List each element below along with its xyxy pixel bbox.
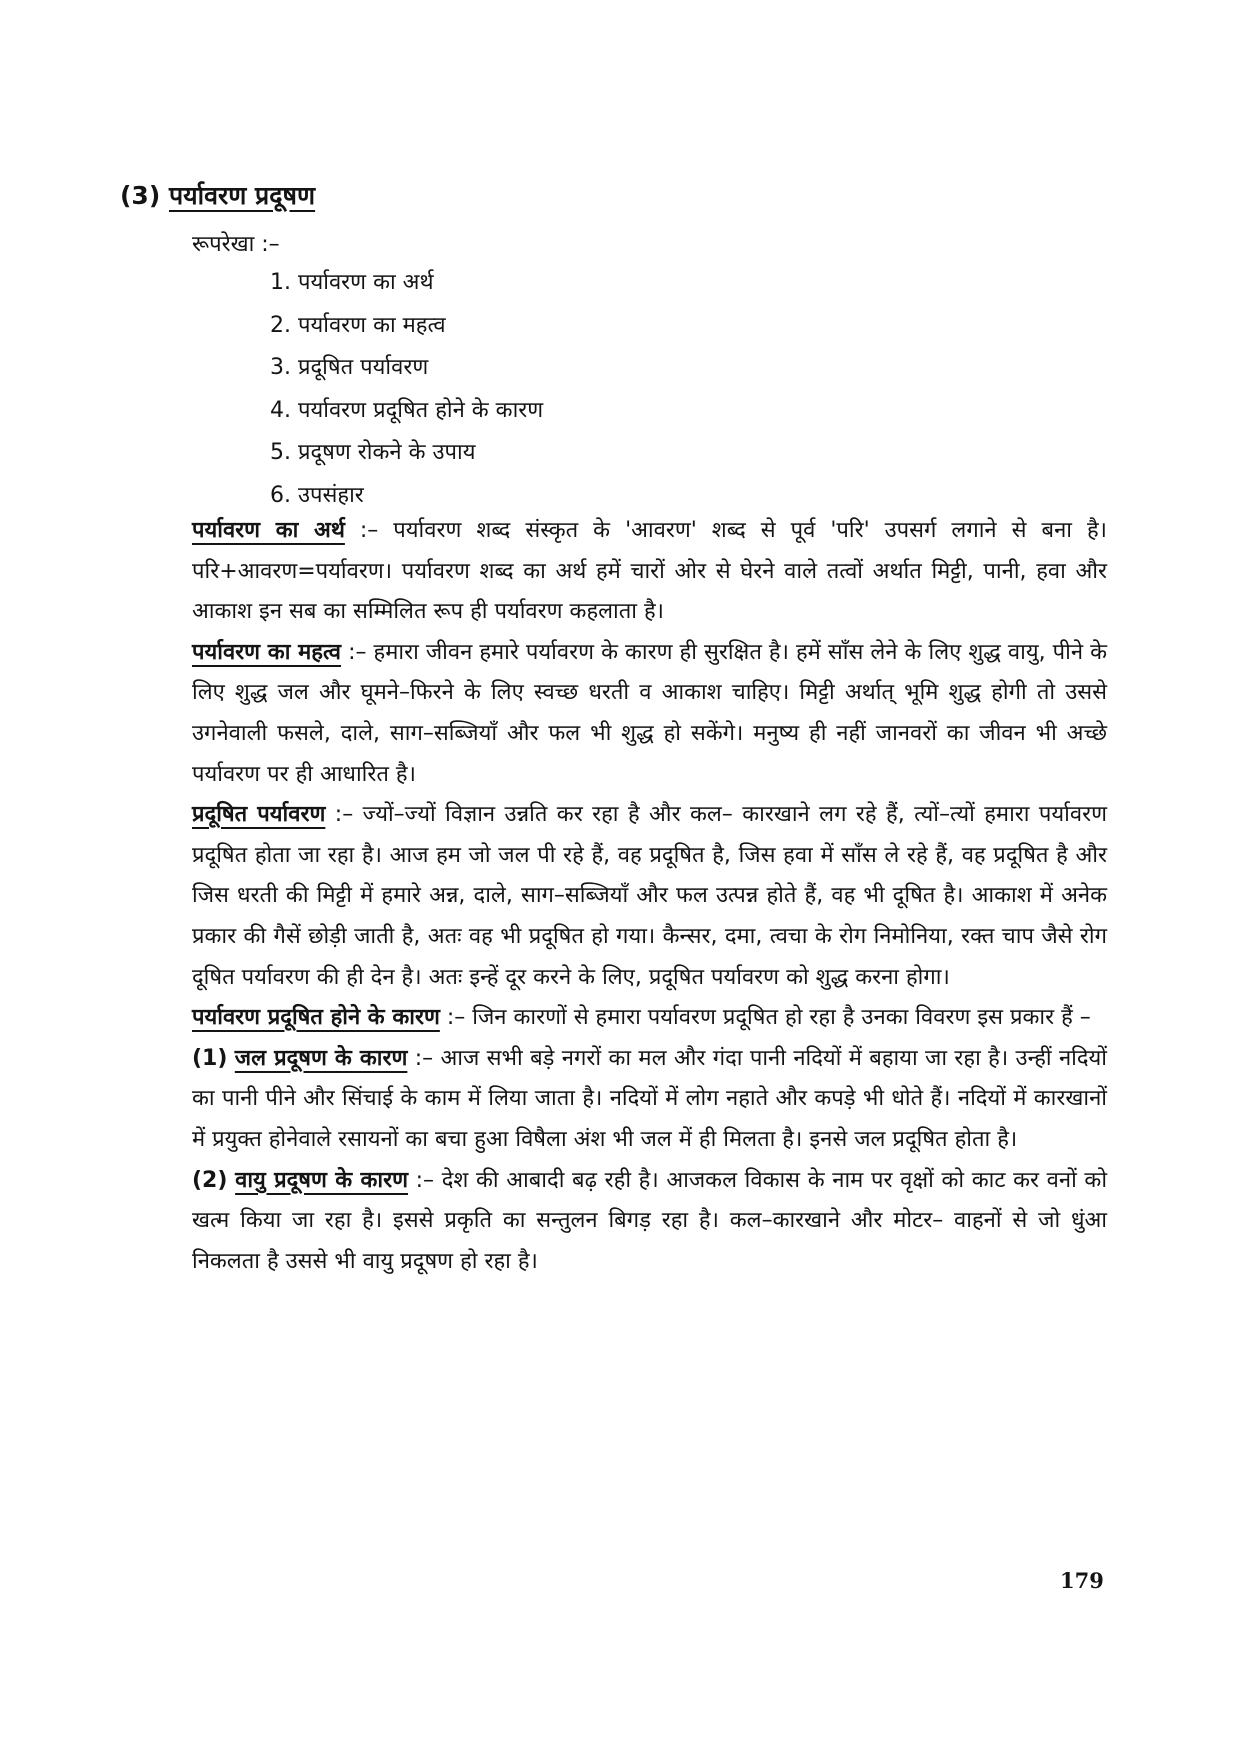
paragraph-text: :– आज सभी बड़े नगरों का मल और गंदा पानी नदियों में बहाया जा रहा है। उन्हीं नदियों का पानी पीने और सिंचाई के काम में लिया जाता है। नदियों में लोग नहाते और कपड़े भी धोते हैं। नदियों में कारखानों में प्रयुक्त होनेवाले रसायनों का बचा हुआ विषैला अंश भी जल में ही मिलता है। इनसे जल प्रदूषित होता है। xyxy=(192,1045,1107,1152)
paragraph-polluted xyxy=(192,795,1107,998)
paragraph-label: पर्यावरण का महत्व xyxy=(192,639,342,665)
paragraph-label: पर्यावरण का अर्थ xyxy=(192,518,345,543)
paragraph-air-pollution xyxy=(192,1161,1107,1283)
paragraph-causes xyxy=(192,998,1107,1039)
outline-item: 1. पर्यावरण का अर्थ xyxy=(270,270,434,295)
outline-item: 6. उपसंहार xyxy=(270,482,364,508)
paragraph-importance xyxy=(192,633,1107,795)
outline-item: 2. पर्यावरण का महत्व xyxy=(270,312,446,338)
outline-list xyxy=(270,262,543,517)
paragraph-text: :– ज्यों–ज्यों विज्ञान उन्नति कर रहा है और कल– कारखाने लग रहे हैं, त्यों–त्यों हमारा पर्यावरण प्रदूषित होता जा रहा है। आज हम जो जल पी रहे हैं, वह प्रदूषित है, जिस हवा में साँस ले रहे हैं, वह प्रदूषित है और जिस धरती की मिट्टी में हमारे अन्न, दाले, साग–सब्जियाँ और फल उत्पन्न होते हैं, वह भी दूषित है। आकाश में अनेक प्रकार की गैसें छोड़ी जाती है, अतः वह भी प्रदूषित हो गया। कैन्सर, दमा, त्वचा के रोग निमोनिया, रक्त चाप जैसे रोग दूषित पर्यावरण की ही देन है। अतः इन्हें दूर करने के लिए, प्रदूषित पर्यावरण को शुद्ध करना होगा। xyxy=(192,802,1108,990)
sub-number: (1) xyxy=(192,1045,228,1071)
paragraph-meaning xyxy=(192,511,1107,633)
section-heading xyxy=(120,178,315,212)
paragraph-text: :– जिन कारणों से हमारा पर्यावरण प्रदूषित हो रहा है उनका विवरण इस प्रकार हैं – xyxy=(439,1005,1091,1031)
outline-label: रूपरेखा :– xyxy=(192,232,280,257)
paragraph-label: जल प्रदूषण के कारण xyxy=(234,1045,408,1071)
paragraph-water-pollution xyxy=(192,1039,1107,1161)
paragraph-text: :– हमारा जीवन हमारे पर्यावरण के कारण ही सुरक्षित है। हमें साँस लेने के लिए शुद्ध वायु, पीने के लिए शुद्ध जल और घूमने–फिरने के लिए स्वच्छ धरती व आकाश चाहिए। मिट्टी अर्थात् भूमि शुद्ध होगी तो उससे उगनेवाली फसले, दाले, साग–सब्जियाँ और फल भी शुद्ध हो सकेंगे। मनुष्य ही नहीं जानवरों का जीवन भी अच्छे पर्यावरण पर ही आधारित है। xyxy=(192,639,1108,787)
section-title: पर्यावरण प्रदूषण xyxy=(168,181,316,210)
outline-item: 4. पर्यावरण प्रदूषित होने के कारण xyxy=(270,397,544,423)
paragraph-text: :– देश की आबादी बढ़ रही है। आजकल विकास के नाम पर वृक्षों को काट कर वनों को खत्म किया जा रहा है। इससे प्रकृति का सन्तुलन बिगड़ रहा है। कल–कारखाने और मोटर– वाहनों से जो धुंआ निकलता है उससे भी वायु प्रदूषण हो रहा है। xyxy=(192,1167,1108,1274)
section-number: (3) xyxy=(120,181,161,210)
paragraph-label: पर्यावरण प्रदूषित होने के कारण xyxy=(192,1005,440,1031)
essay-body xyxy=(192,511,1107,1282)
outline-item: 5. प्रदूषण रोकने के उपाय xyxy=(270,440,476,465)
page-number: 179 xyxy=(1060,1568,1104,1593)
paragraph-text: :– पर्यावरण शब्द संस्कृत के 'आवरण' शब्द से पूर्व 'परि' उपसर्ग लगाने से बना है। परि+आवरण=पर्यावरण। पर्यावरण शब्द का अर्थ हमें चारों ओर से घेरने वाले तत्वों अर्थात मिट्टी, पानी, हवा और आकाश इन सब का सम्मिलित रूप ही पर्यावरण कहलाता है। xyxy=(192,518,1107,625)
outline-item: 3. प्रदूषित पर्यावरण xyxy=(270,355,429,380)
sub-number: (2) xyxy=(192,1167,228,1193)
paragraph-label: प्रदूषित पर्यावरण xyxy=(192,802,326,828)
paragraph-label: वायु प्रदूषण के कारण xyxy=(235,1167,408,1193)
